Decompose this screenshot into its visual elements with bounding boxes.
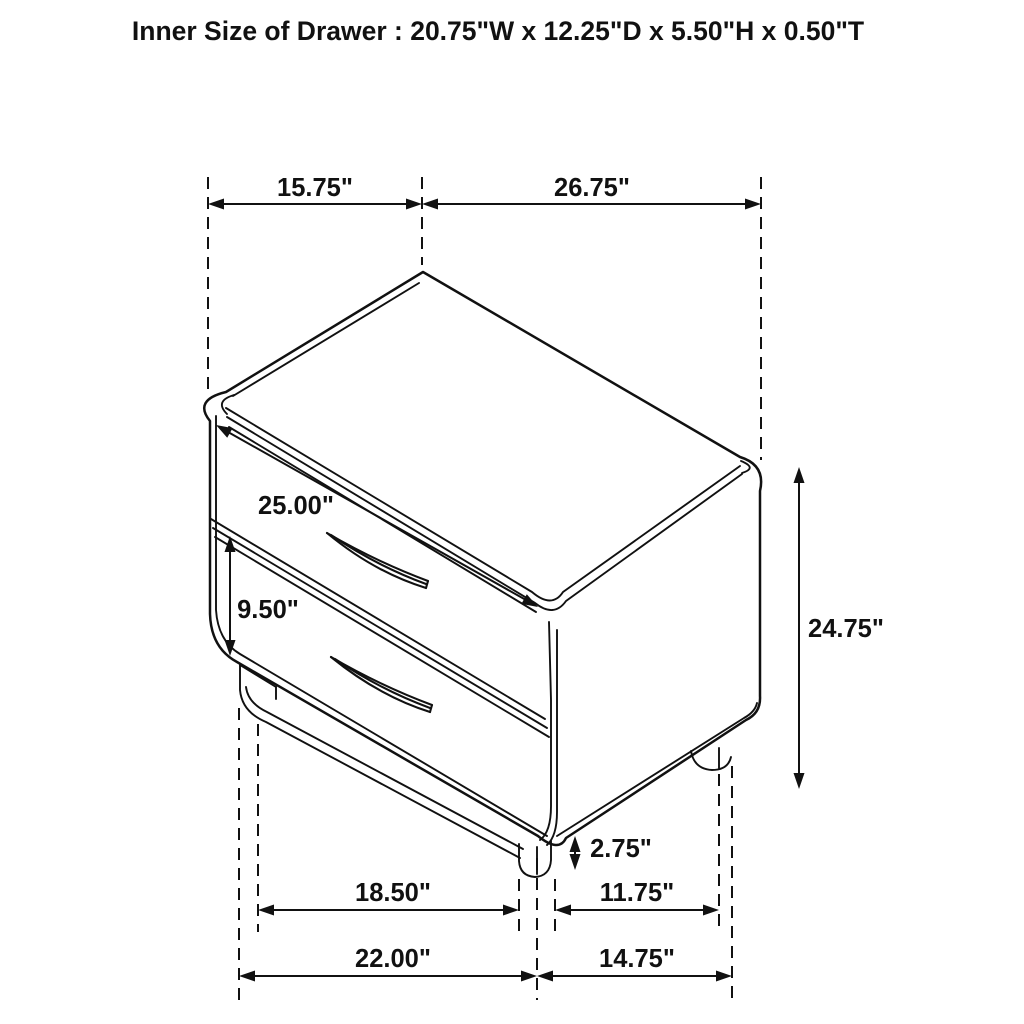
dim-drawer-front-height-label: 9.50" (237, 596, 299, 624)
dim-foot-height-label: 2.75" (590, 835, 652, 863)
dim-foot-height (570, 836, 581, 870)
arrow-left-icon (422, 199, 438, 210)
dim-base-width-label: 18.50" (355, 879, 431, 907)
arrow-right-icon (521, 971, 537, 982)
dim-drawer-width-label: 25.00" (258, 492, 334, 520)
arrow-up-icon (794, 467, 805, 483)
arrow-left-icon (258, 905, 274, 916)
arrow-left-icon (239, 971, 255, 982)
arrow-right-icon (503, 905, 519, 916)
front-foot-outline (519, 841, 551, 877)
diagram-title: Inner Size of Drawer : 20.75"W x 12.25"D x 5.50"H x 0.50"T (131, 16, 865, 46)
back-foot-outline (691, 751, 731, 770)
dim-floor-depth-label: 14.75" (599, 945, 675, 973)
arrow-right-icon (703, 905, 719, 916)
dim-top-width-label: 15.75" (277, 174, 353, 202)
arrow-left-icon (537, 971, 553, 982)
arrow-down-icon (570, 854, 581, 870)
dim-floor-width-label: 22.00" (355, 945, 431, 973)
arrow-right-icon (406, 199, 422, 210)
arrow-down-icon (794, 773, 805, 789)
arrow-left-icon (208, 199, 224, 210)
arrow-left-icon (555, 905, 571, 916)
dim-base-depth-label: 11.75" (599, 879, 675, 907)
arrow-right-icon (745, 199, 761, 210)
dim-overall-height-label: 24.75" (808, 615, 884, 643)
front-foot (519, 841, 551, 877)
arrow-up-icon (570, 836, 581, 852)
dim-top-depth-label: 26.75" (554, 174, 630, 202)
dim-overall-height (794, 467, 805, 789)
arrow-right-icon (716, 971, 732, 982)
